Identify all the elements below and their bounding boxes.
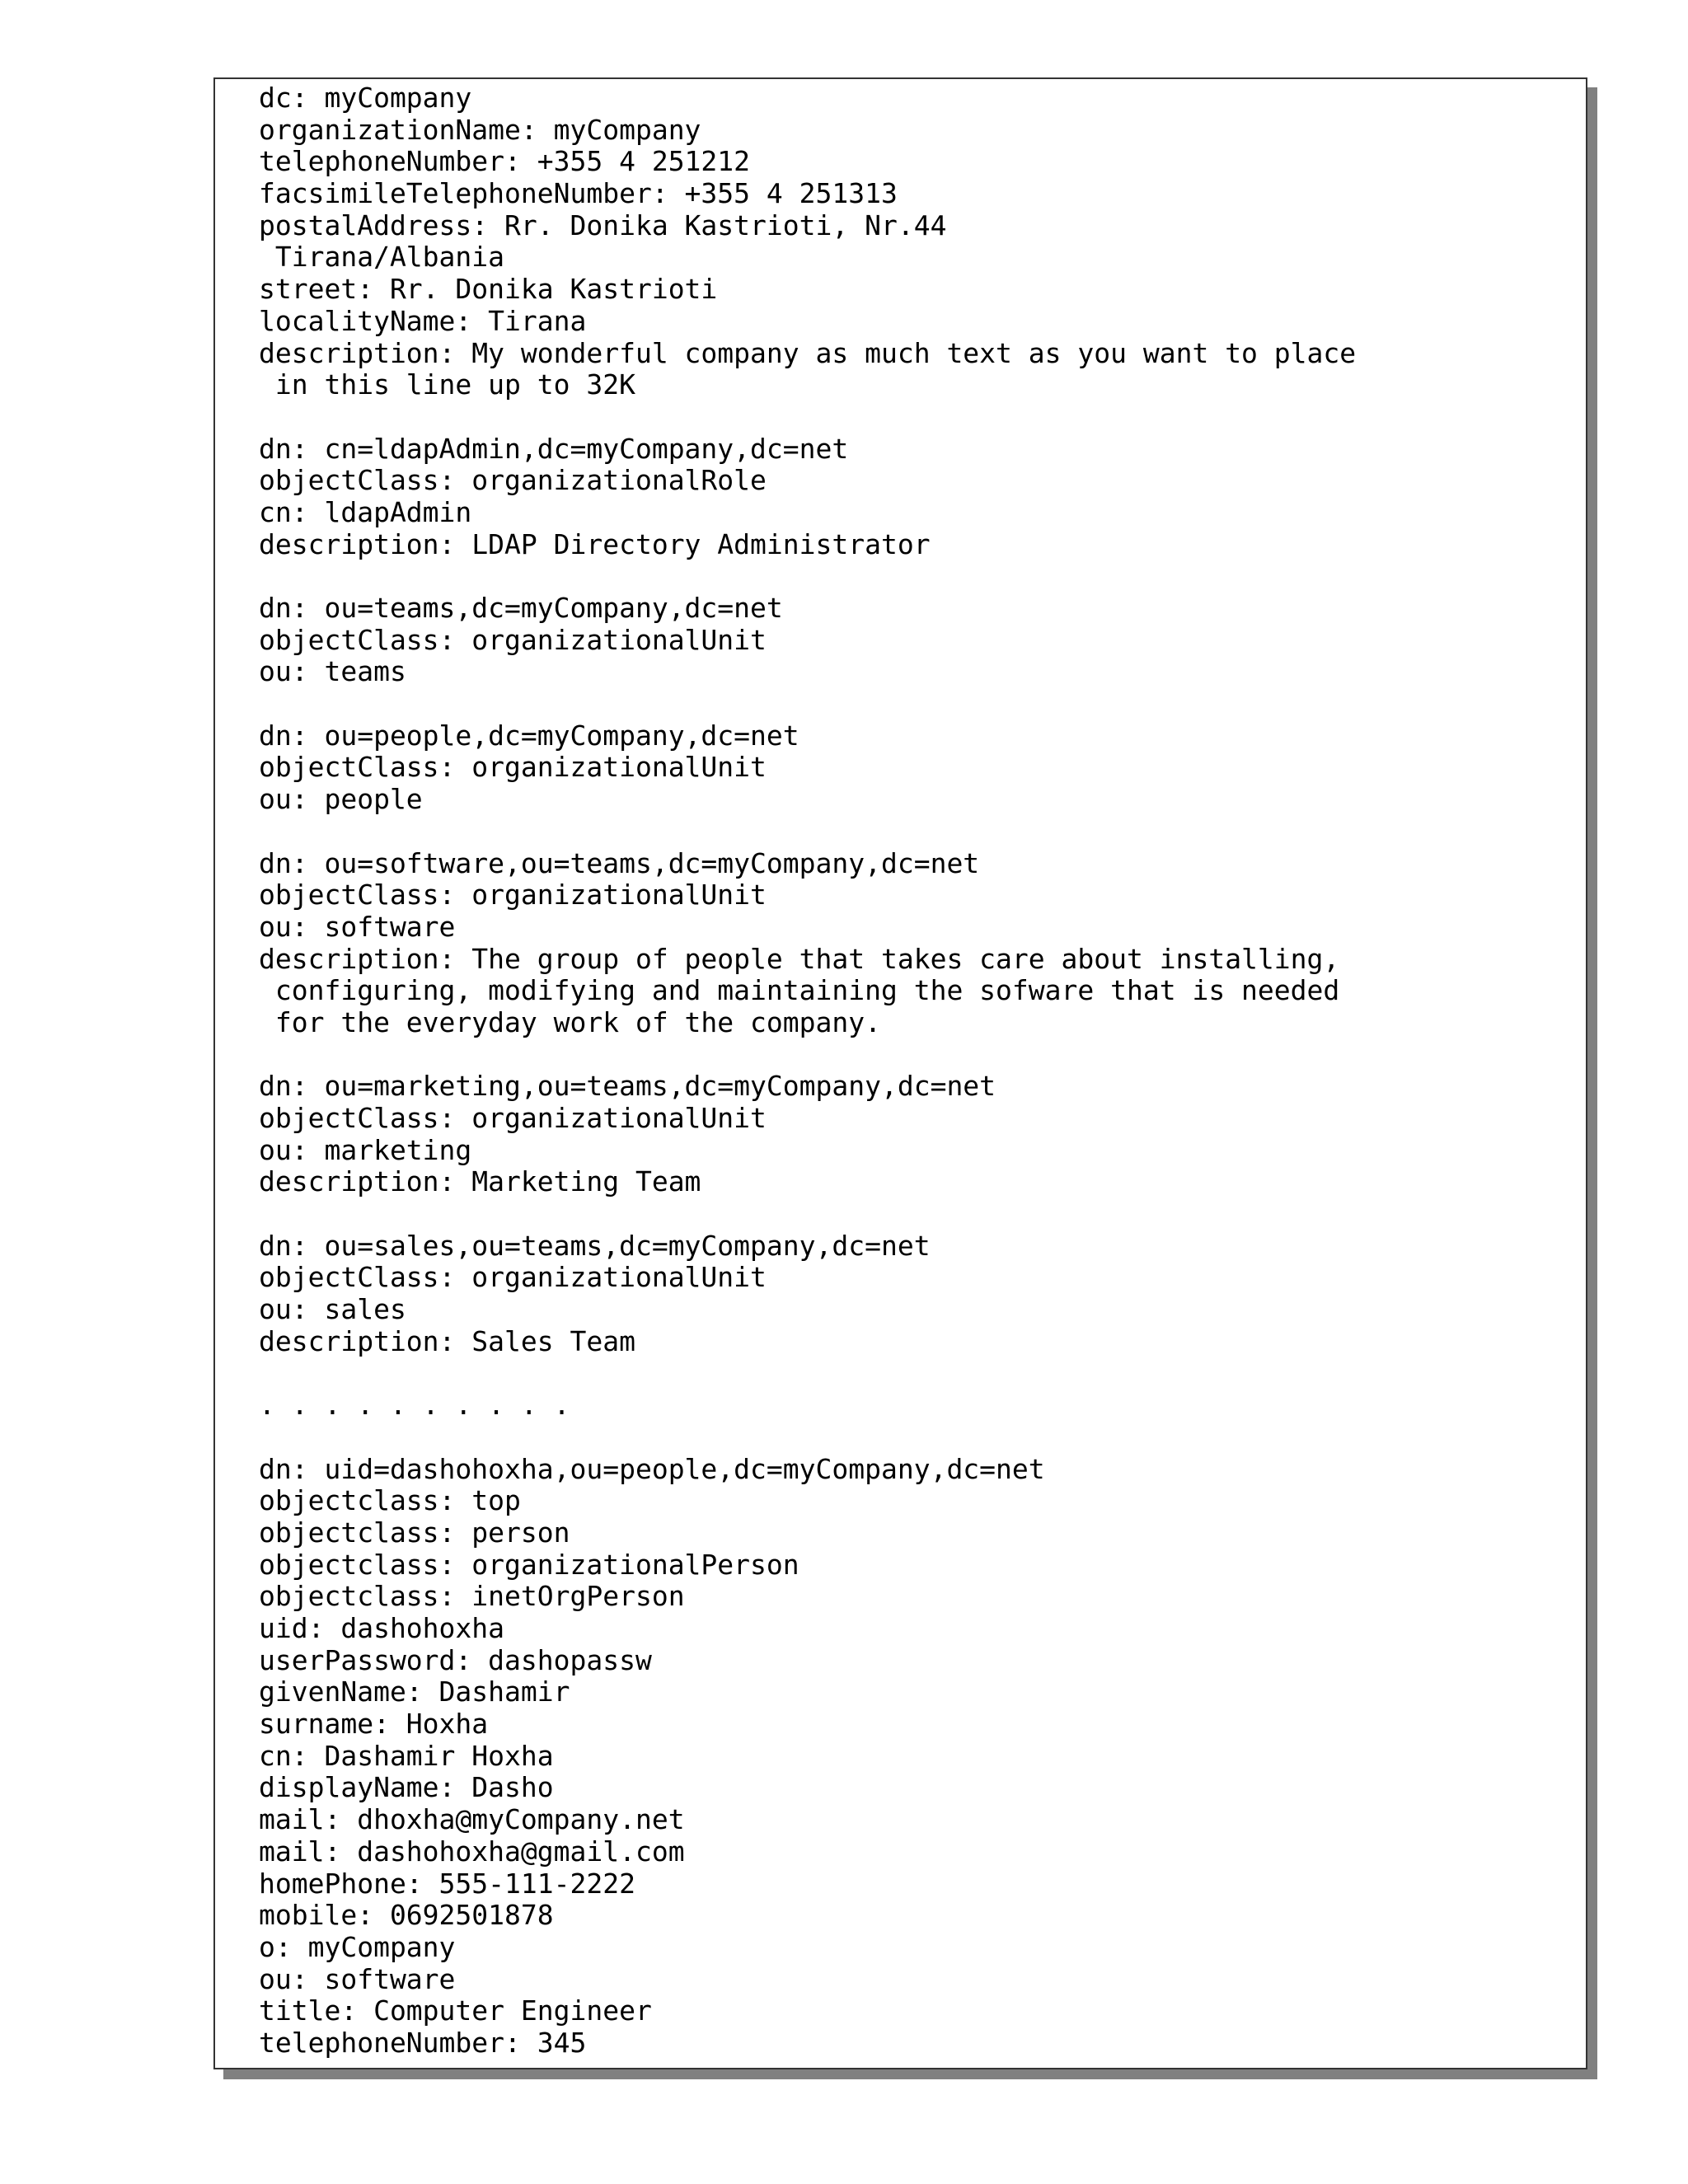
ldif-line: displayName: Dasho <box>259 1771 554 1804</box>
ldif-line: dc: myCompany <box>259 82 472 114</box>
ldif-line: uid: dashohoxha <box>259 1612 505 1644</box>
ldif-line: ou: software <box>259 1962 456 1995</box>
ldif-listing-frame <box>213 77 1587 2069</box>
ldif-line: objectClass: organizationalUnit <box>259 1102 767 1134</box>
ldif-line: homePhone: 555-111-2222 <box>259 1867 635 1900</box>
ldif-line <box>259 1358 1356 1390</box>
ldif-line: o: myCompany <box>259 1930 456 1963</box>
ldif-line: dn: ou=marketing,ou=teams,dc=myCompany,dc=net <box>259 1070 996 1103</box>
ldif-line <box>259 816 1356 848</box>
ldif-line: objectclass: organizationalPerson <box>259 1548 799 1581</box>
ldif-line: postalAddress: Rr. Donika Kastrioti, Nr.44 <box>259 209 947 241</box>
ldif-line: description: Marketing Team <box>259 1165 701 1198</box>
ldif-line: description: The group of people that takes care about installing, <box>259 942 1340 975</box>
ldif-line: objectClass: organizationalUnit <box>259 751 767 784</box>
ldif-line: ou: software <box>259 910 456 943</box>
ldif-line: dn: ou=software,ou=teams,dc=myCompany,dc=net <box>259 846 980 879</box>
ldif-line: street: Rr. Donika Kastrioti <box>259 273 718 306</box>
ldif-line: mail: dhoxha@myCompany.net <box>259 1803 685 1836</box>
ldif-line: description: LDAP Directory Administrator <box>259 527 931 560</box>
ldif-line: facsimileTelephoneNumber: +355 4 251313 <box>259 177 898 210</box>
ldif-line: givenName: Dashamir <box>259 1675 570 1708</box>
ldif-line: telephoneNumber: +355 4 251212 <box>259 145 751 178</box>
ldif-line: localityName: Tirana <box>259 304 587 337</box>
ldif-line: in this line up to 32K <box>259 368 635 401</box>
ldif-line: objectclass: inetOrgPerson <box>259 1580 685 1613</box>
ldif-line <box>259 401 1356 434</box>
ldif-line: ou: people <box>259 783 423 816</box>
ldif-line: title: Computer Engineer <box>259 1994 652 2027</box>
ldif-line <box>259 1039 1356 1071</box>
ldif-line: userPassword: dashopassw <box>259 1643 652 1676</box>
ldif-line: ou: sales <box>259 1293 406 1326</box>
ldif-line: dn: uid=dashohoxha,ou=people,dc=myCompany,dc=net <box>259 1452 1045 1485</box>
ldif-line: cn: ldapAdmin <box>259 495 472 528</box>
ldif-line: description: Sales Team <box>259 1324 635 1357</box>
ldif-line: organizationName: myCompany <box>259 113 701 146</box>
ldif-line: dn: cn=ldapAdmin,dc=myCompany,dc=net <box>259 432 849 465</box>
ldif-line: . . . . . . . . . . <box>259 1389 570 1422</box>
ldif-listing <box>259 82 1356 2060</box>
ldif-line: description: My wonderful company as much text as you want to place <box>259 336 1357 369</box>
ldif-line: telephoneNumber: 345 <box>259 2026 587 2059</box>
ldif-line: objectClass: organizationalUnit <box>259 879 767 912</box>
ldif-line: dn: ou=teams,dc=myCompany,dc=net <box>259 592 783 624</box>
ldif-line: Tirana/Albania <box>259 241 505 274</box>
ldif-line <box>259 1422 1356 1454</box>
ldif-line: mobile: 0692501878 <box>259 1899 554 1932</box>
ldif-line <box>259 688 1356 720</box>
ldif-line: objectClass: organizationalUnit <box>259 623 767 656</box>
ldif-line: cn: Dashamir Hoxha <box>259 1739 554 1772</box>
ldif-line: dn: ou=people,dc=myCompany,dc=net <box>259 719 799 752</box>
ldif-line <box>259 560 1356 593</box>
ldif-line: mail: dashohoxha@gmail.com <box>259 1835 685 1868</box>
ldif-line: objectClass: organizationalUnit <box>259 1261 767 1294</box>
ldif-line <box>259 1198 1356 1230</box>
ldif-line: surname: Hoxha <box>259 1708 489 1741</box>
ldif-line: ou: teams <box>259 655 406 688</box>
ldif-line: ou: marketing <box>259 1133 472 1166</box>
ldif-line: configuring, modifying and maintaining the sofware that is needed <box>259 974 1340 1007</box>
ldif-line: for the everyday work of the company. <box>259 1005 881 1038</box>
ldif-line: objectclass: top <box>259 1484 521 1517</box>
ldif-line: objectclass: person <box>259 1516 570 1549</box>
ldif-line: dn: ou=sales,ou=teams,dc=myCompany,dc=net <box>259 1229 931 1262</box>
ldif-line: objectClass: organizationalRole <box>259 464 767 497</box>
